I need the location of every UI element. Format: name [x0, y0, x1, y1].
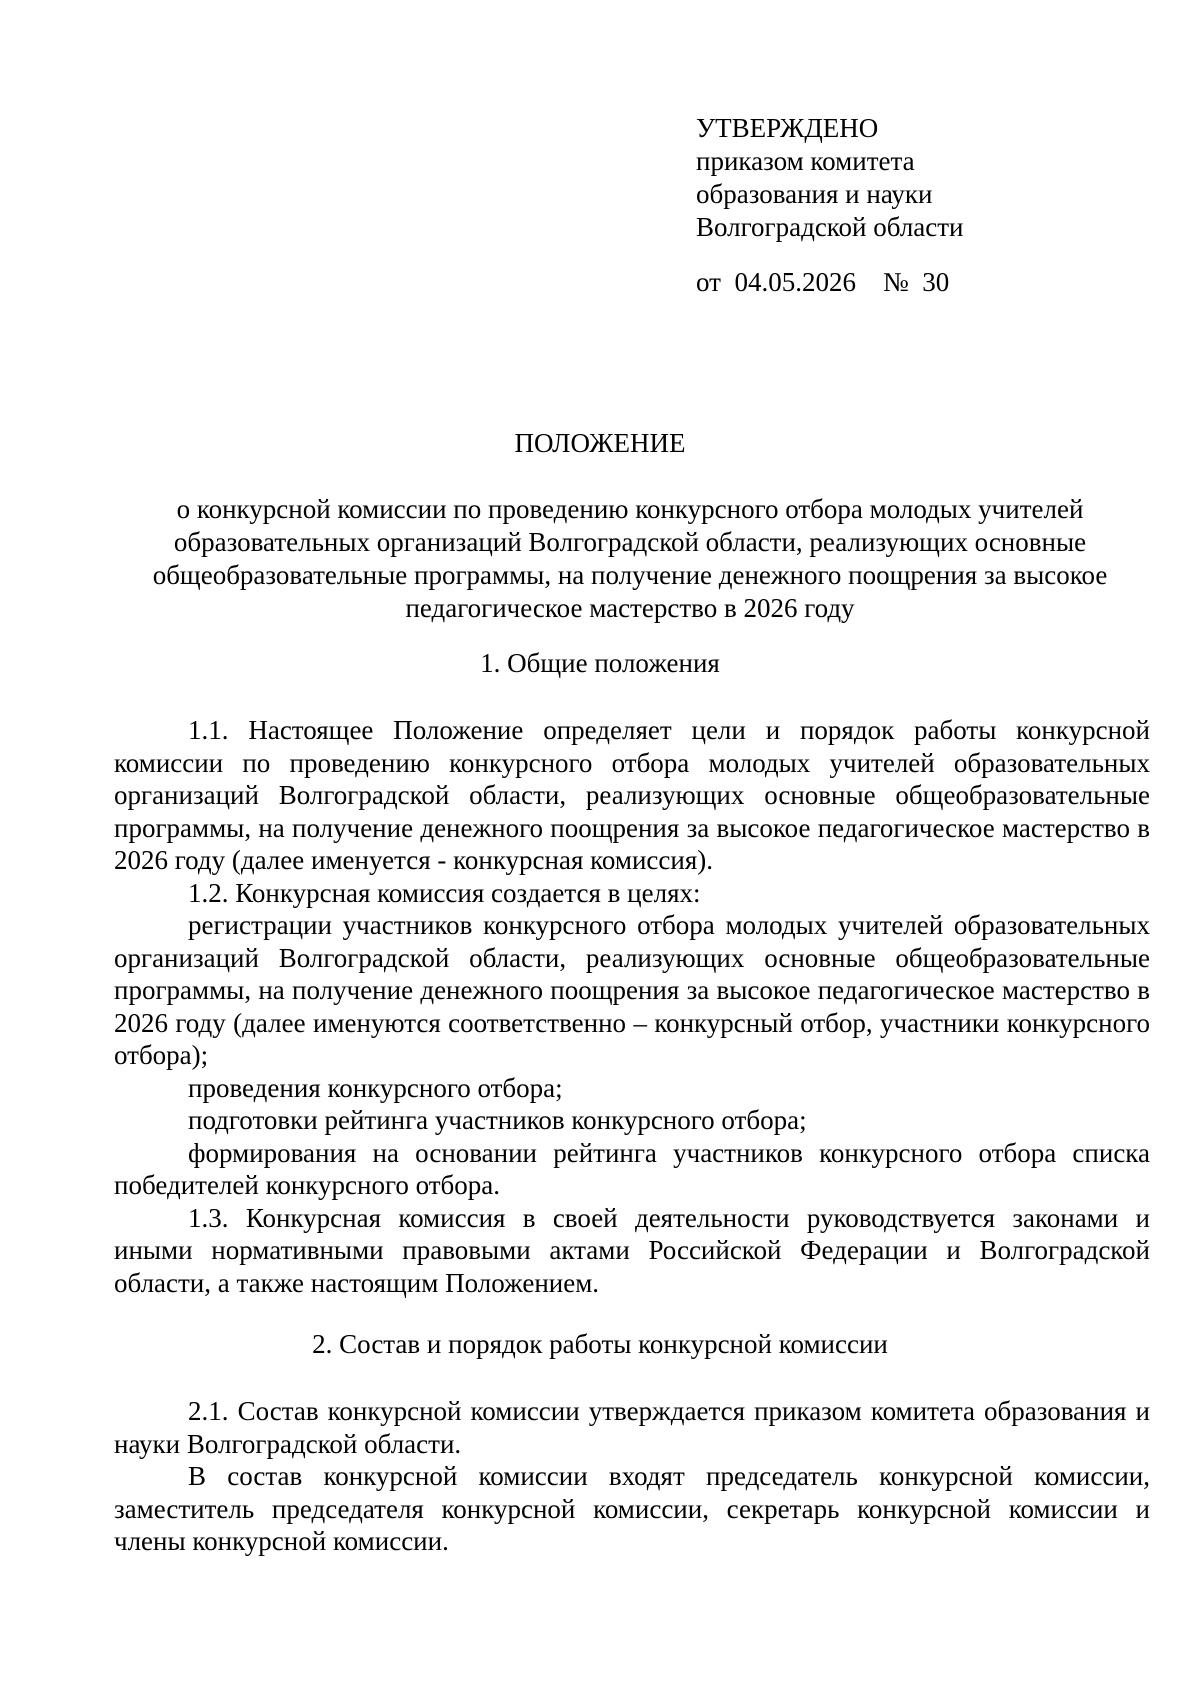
- paragraph: регистрации участников конкурсного отбора молодых учителей образовательных организаций Волгоградской области, реализующих основные общеобразовательные программы, на получение денежного поощрения за высокое педагогическое мастерство в 2026 году (далее именуются соответственно – конкурсный отбор, участники конкурсного отбора);: [114, 910, 1150, 1070]
- paragraph: В состав конкурсной комиссии входят председатель конкурсной комиссии, заместитель председателя конкурсной комиссии, секретарь конкурсной комиссии и члены конкурсной комиссии.: [114, 1461, 1150, 1556]
- approval-line: УТВЕРЖДЕНО: [696, 113, 879, 143]
- document-title: ПОЛОЖЕНИЕ: [514, 428, 686, 458]
- approval-block: [696, 112, 964, 299]
- section-2-heading: 2. Состав и порядок работы конкурсной комиссии: [312, 1329, 888, 1359]
- section-2-body: [114, 1395, 1150, 1558]
- approval-line: образования и науки: [696, 179, 933, 209]
- paragraph: 1.1. Настоящее Положение определяет цели и порядок работы конкурсной комиссии по проведению конкурсного отбора молодых учителей образовательных организаций Волгоградской области, реализующих основные общеобразовательные программы, на получение денежного поощрения за высокое педагогическое мастерство в 2026 году (далее именуется - конкурсная комиссия).: [114, 715, 1150, 875]
- approval-date-number: от 04.05.2026 № 30: [696, 267, 950, 297]
- paragraph: формирования на основании рейтинга участников конкурсного отбора списка победителей конкурсного отбора.: [114, 1137, 1150, 1200]
- paragraph: 1.2. Конкурсная комиссия создается в целях:: [188, 877, 701, 908]
- approval-line: приказом комитета: [696, 146, 915, 176]
- section-1-body: [114, 714, 1150, 1299]
- paragraph: проведения конкурсного отбора;: [188, 1072, 563, 1103]
- paragraph: подготовки рейтинга участников конкурсного отбора;: [188, 1105, 807, 1135]
- document-subtitle: о конкурсной комиссии по проведению конкурсного отбора молодых учителей образовательных организаций Волгоградской области, реализующих основные общеобразовательные программы, на получение денежного поощрения за высокое педагогическое мастерство в 2026 году: [152, 494, 1108, 623]
- approval-line: Волгоградской области: [696, 212, 964, 242]
- paragraph: 2.1. Состав конкурсной комиссии утверждается приказом комитета образования и науки Волгоградской области.: [114, 1396, 1150, 1459]
- section-1-heading: 1. Общие положения: [480, 648, 720, 678]
- paragraph: 1.3. Конкурсная комиссия в своей деятельности руководствуется законами и иными нормативными правовыми актами Российской Федерации и Волгоградской области, а также настоящим Положением.: [114, 1202, 1150, 1298]
